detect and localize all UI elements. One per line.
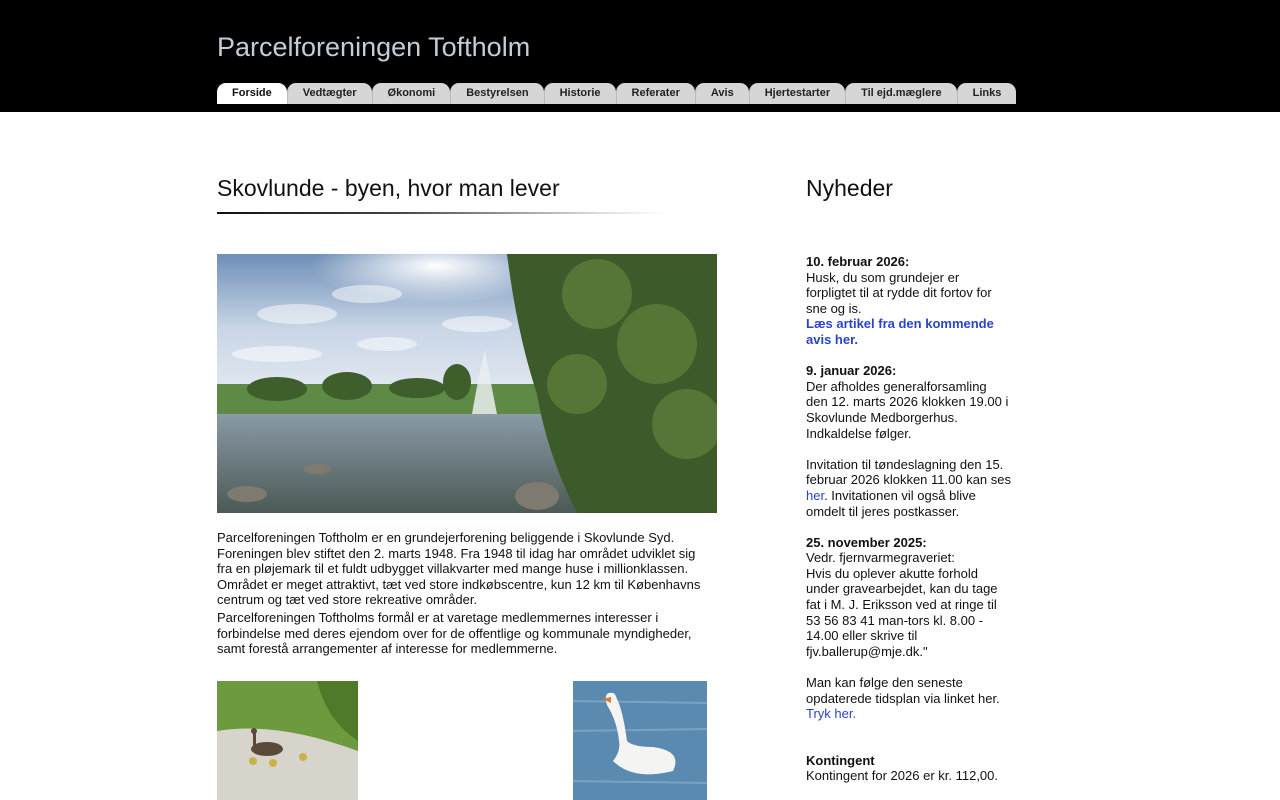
- news-date: 9. januar 2026:: [806, 363, 897, 379]
- nav-tab-hjertestarter[interactable]: Hjertestarter: [749, 83, 845, 104]
- nav-tab-links[interactable]: Links: [957, 83, 1017, 104]
- news-list: [806, 254, 1011, 784]
- schedule-link[interactable]: Tryk her.: [806, 706, 857, 722]
- nav-tab-oekonomi[interactable]: Økonomi: [372, 83, 451, 104]
- nav-tab-forside[interactable]: Forside: [217, 83, 287, 104]
- news-text: Invitation til tøndeslagning den 15. februar 2026 klokken 11.00 kan ses: [806, 456, 1012, 488]
- news-item: [806, 363, 1011, 441]
- news-item: [806, 535, 1011, 660]
- site-header: [0, 0, 1280, 112]
- invitation-link[interactable]: her: [806, 487, 825, 503]
- swan-picture: [573, 681, 707, 800]
- news-text: Hvis du oplever akutte forhold under gravearbejdet, kan du tage fat i M. J. Eriksson ved at ringe til 53 56 83 41 man-tors kl. 8.00 - 14.00 eller skrive til fjv.ballerup@mje.dk.": [806, 565, 998, 659]
- geese-picture: [217, 681, 358, 800]
- swan-photo: [573, 681, 707, 800]
- intro-paragraph-1: Parcelforeningen Toftholm er en grundejerforening beliggende i Skovlunde Syd. Foreningen blev stiftet den 2. marts 1948. Fra 1948 til idag har området udviklet sig fra en pløjemark til et fuldt udbygget villakvarter med mange huse i millionklassen. Området er meget attraktivt, tæt ved store indkøbscentre, kun 12 km til Københavns centrum og tæt ved store rekreative områder.: [217, 530, 701, 608]
- nav-tab-vedtaegter[interactable]: Vedtægter: [287, 83, 372, 104]
- hero-image-lake-fountain: [217, 254, 717, 513]
- news-item: [806, 254, 1011, 348]
- lake-fountain-picture: [217, 254, 717, 513]
- news-text: Der afholdes generalforsamling den 12. marts 2026 klokken 19.00 i Skovlunde Medborgerhus. Indkaldelse følger.: [806, 378, 1009, 441]
- news-date: 10. februar 2026:: [806, 254, 910, 269]
- geese-photo: [217, 681, 358, 800]
- main-heading: Skovlunde - byen, hvor man lever: [217, 175, 560, 201]
- nav-tab-referater[interactable]: Referater: [616, 83, 695, 104]
- news-subject: Vedr. fjernvarmegraveriet:: [806, 550, 955, 566]
- news-item: [806, 457, 1011, 519]
- intro-text: [217, 530, 712, 659]
- kontingent-text: Kontingent for 2026 er kr. 112,00.: [806, 768, 999, 784]
- heading-divider: [217, 212, 667, 214]
- nav-tab-bestyrelsen[interactable]: Bestyrelsen: [450, 83, 543, 104]
- main-nav: [217, 83, 1016, 104]
- news-date: 25. november 2025:: [806, 534, 927, 550]
- nav-tab-maeglere[interactable]: Til ejd.mæglere: [845, 83, 957, 104]
- news-text: Man kan følge den seneste opdaterede tidsplan via linket her.: [806, 675, 1000, 706]
- news-text: Husk, du som grundejer er forpligtet til at rydde dit fortov for sne og is.: [806, 269, 992, 316]
- kontingent-title: Kontingent: [806, 752, 875, 768]
- news-text: . Invitationen vil også blive omdelt til jeres postkasser.: [806, 487, 976, 519]
- article-link[interactable]: Læs artikel fra den kommende avis her.: [806, 316, 994, 347]
- news-item: [806, 675, 1011, 722]
- nav-tab-avis[interactable]: Avis: [695, 83, 749, 104]
- site-title[interactable]: Parcelforeningen Toftholm: [217, 32, 531, 62]
- news-heading: Nyheder: [806, 175, 893, 201]
- intro-paragraph-2: Parcelforeningen Toftholms formål er at varetage medlemmernes interesser i forbindelse med deres ejendom over for de offentlige og kommunale myndigheder, samt forestå arrangementer af interesse for medlemmerne.: [217, 609, 692, 657]
- nav-tab-historie[interactable]: Historie: [544, 83, 616, 104]
